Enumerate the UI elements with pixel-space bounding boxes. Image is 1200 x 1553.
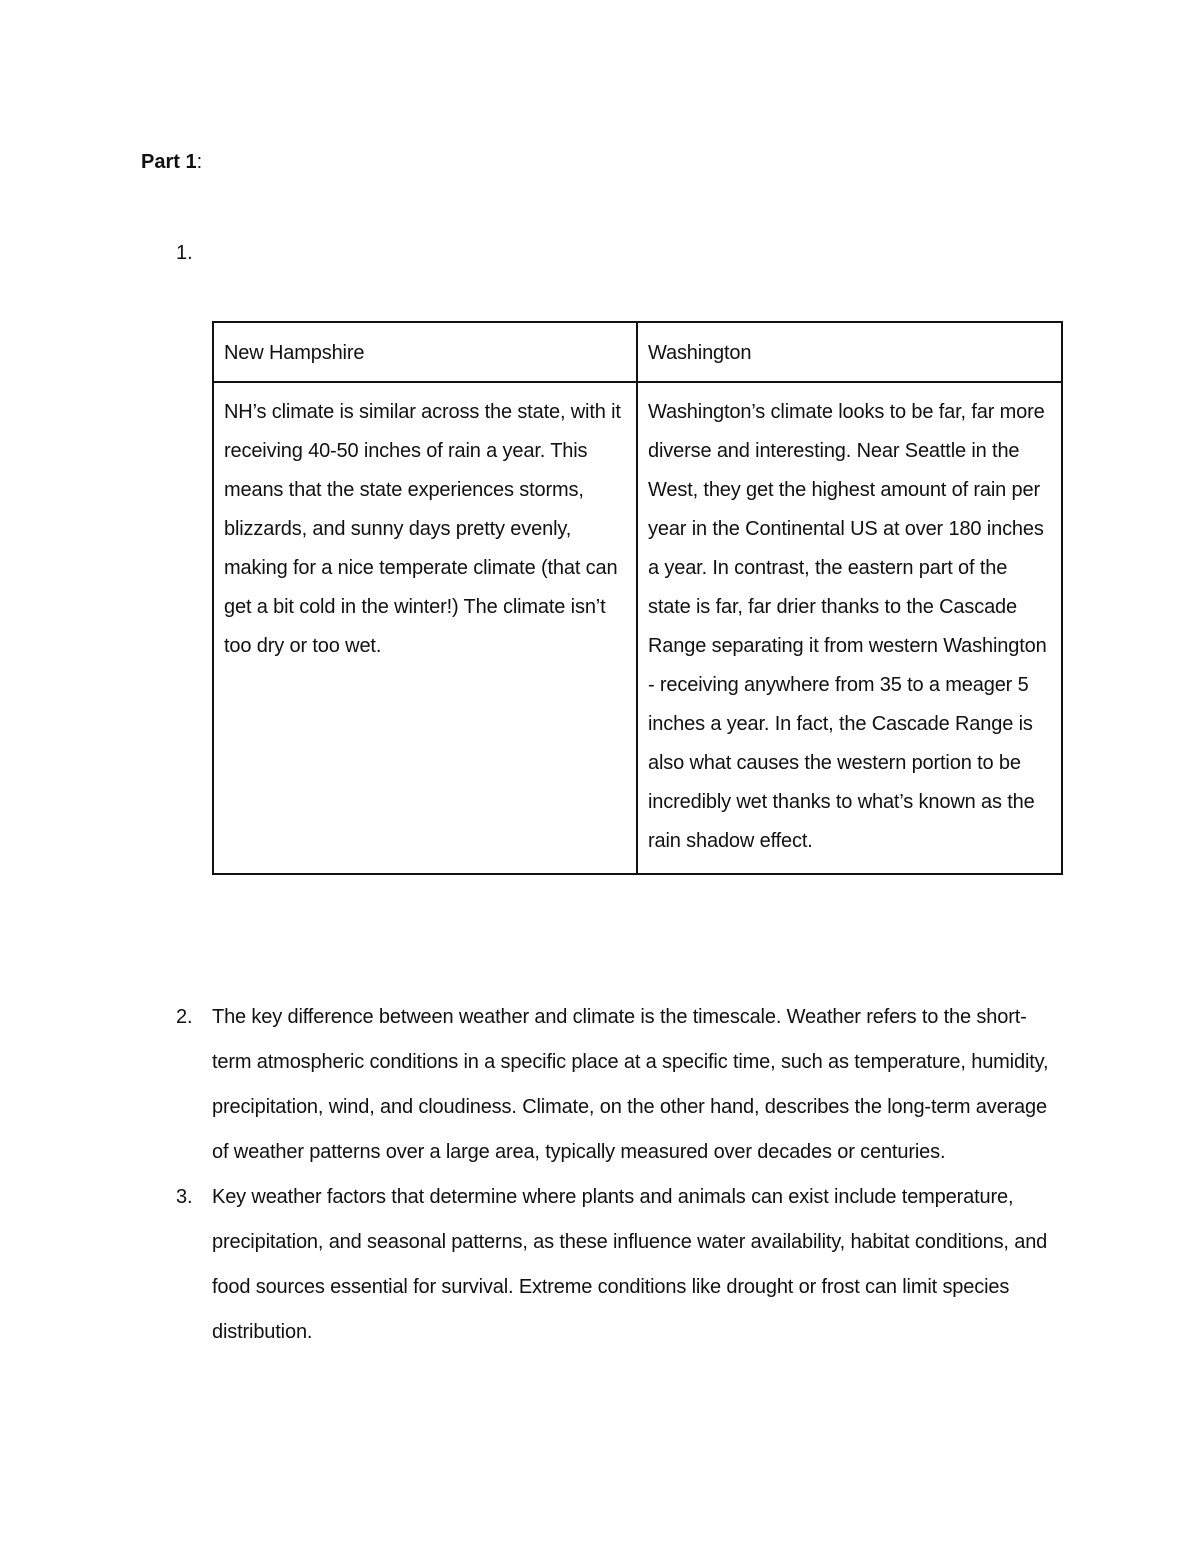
climate-comparison-table [212,321,1063,875]
table-header-new-hampshire: New Hampshire [213,322,637,382]
table-cell-washington-climate: Washington’s climate looks to be far, far more diverse and interesting. Near Seattle in the West, they get the highest amount of rain per year in the Continental US at over 180 inches a year. In contrast, the eastern part of the state is far, far drier thanks to the Cascade Range separating it from western Washington - receiving anywhere from 35 to a meager 5 inches a year. In fact, the Cascade Range is also what causes the western portion to be incredibly wet thanks to what’s known as the rain shadow effect. [637,382,1062,874]
table-cell-new-hampshire-climate: NH’s climate is similar across the state, with it receiving 40-50 inches of rain a year. This means that the state experiences storms, blizzards, and sunny days pretty evenly, making for a nice temperate climate (that can get a bit cold in the winter!) The climate isn’t too dry or too wet. [213,382,637,874]
page-title [141,150,202,174]
table-row [213,382,1062,874]
answer-list [0,995,1200,1355]
page-title-suffix: : [196,151,203,173]
page-title-label: Part 1 [141,151,197,173]
list-item [0,995,1200,1175]
answer-text-3: Key weather factors that determine where plants and animals can exist include temperature, precipitation, and seasonal patterns, as these influence water availability, habitat conditions, and food sources essential for survival. Extreme conditions like drought or frost can limit species distribution. [212,1186,1048,1343]
answer-text-2: The key difference between weather and climate is the timescale. Weather refers to the short-term atmospheric conditions in a specific place at a specific time, such as temperature, humidity, precipitation, wind, and cloudiness. Climate, on the other hand, describes the long-term average of weather patterns over a large area, typically measured over decades or centuries. [212,1006,1049,1163]
list-marker-3: 3. [176,1186,193,1208]
table-header-row [213,322,1062,382]
list-item [0,1175,1200,1355]
table-header-washington: Washington [637,322,1062,382]
list-marker-2: 2. [176,1006,193,1028]
list-marker-1: 1. [176,242,193,264]
